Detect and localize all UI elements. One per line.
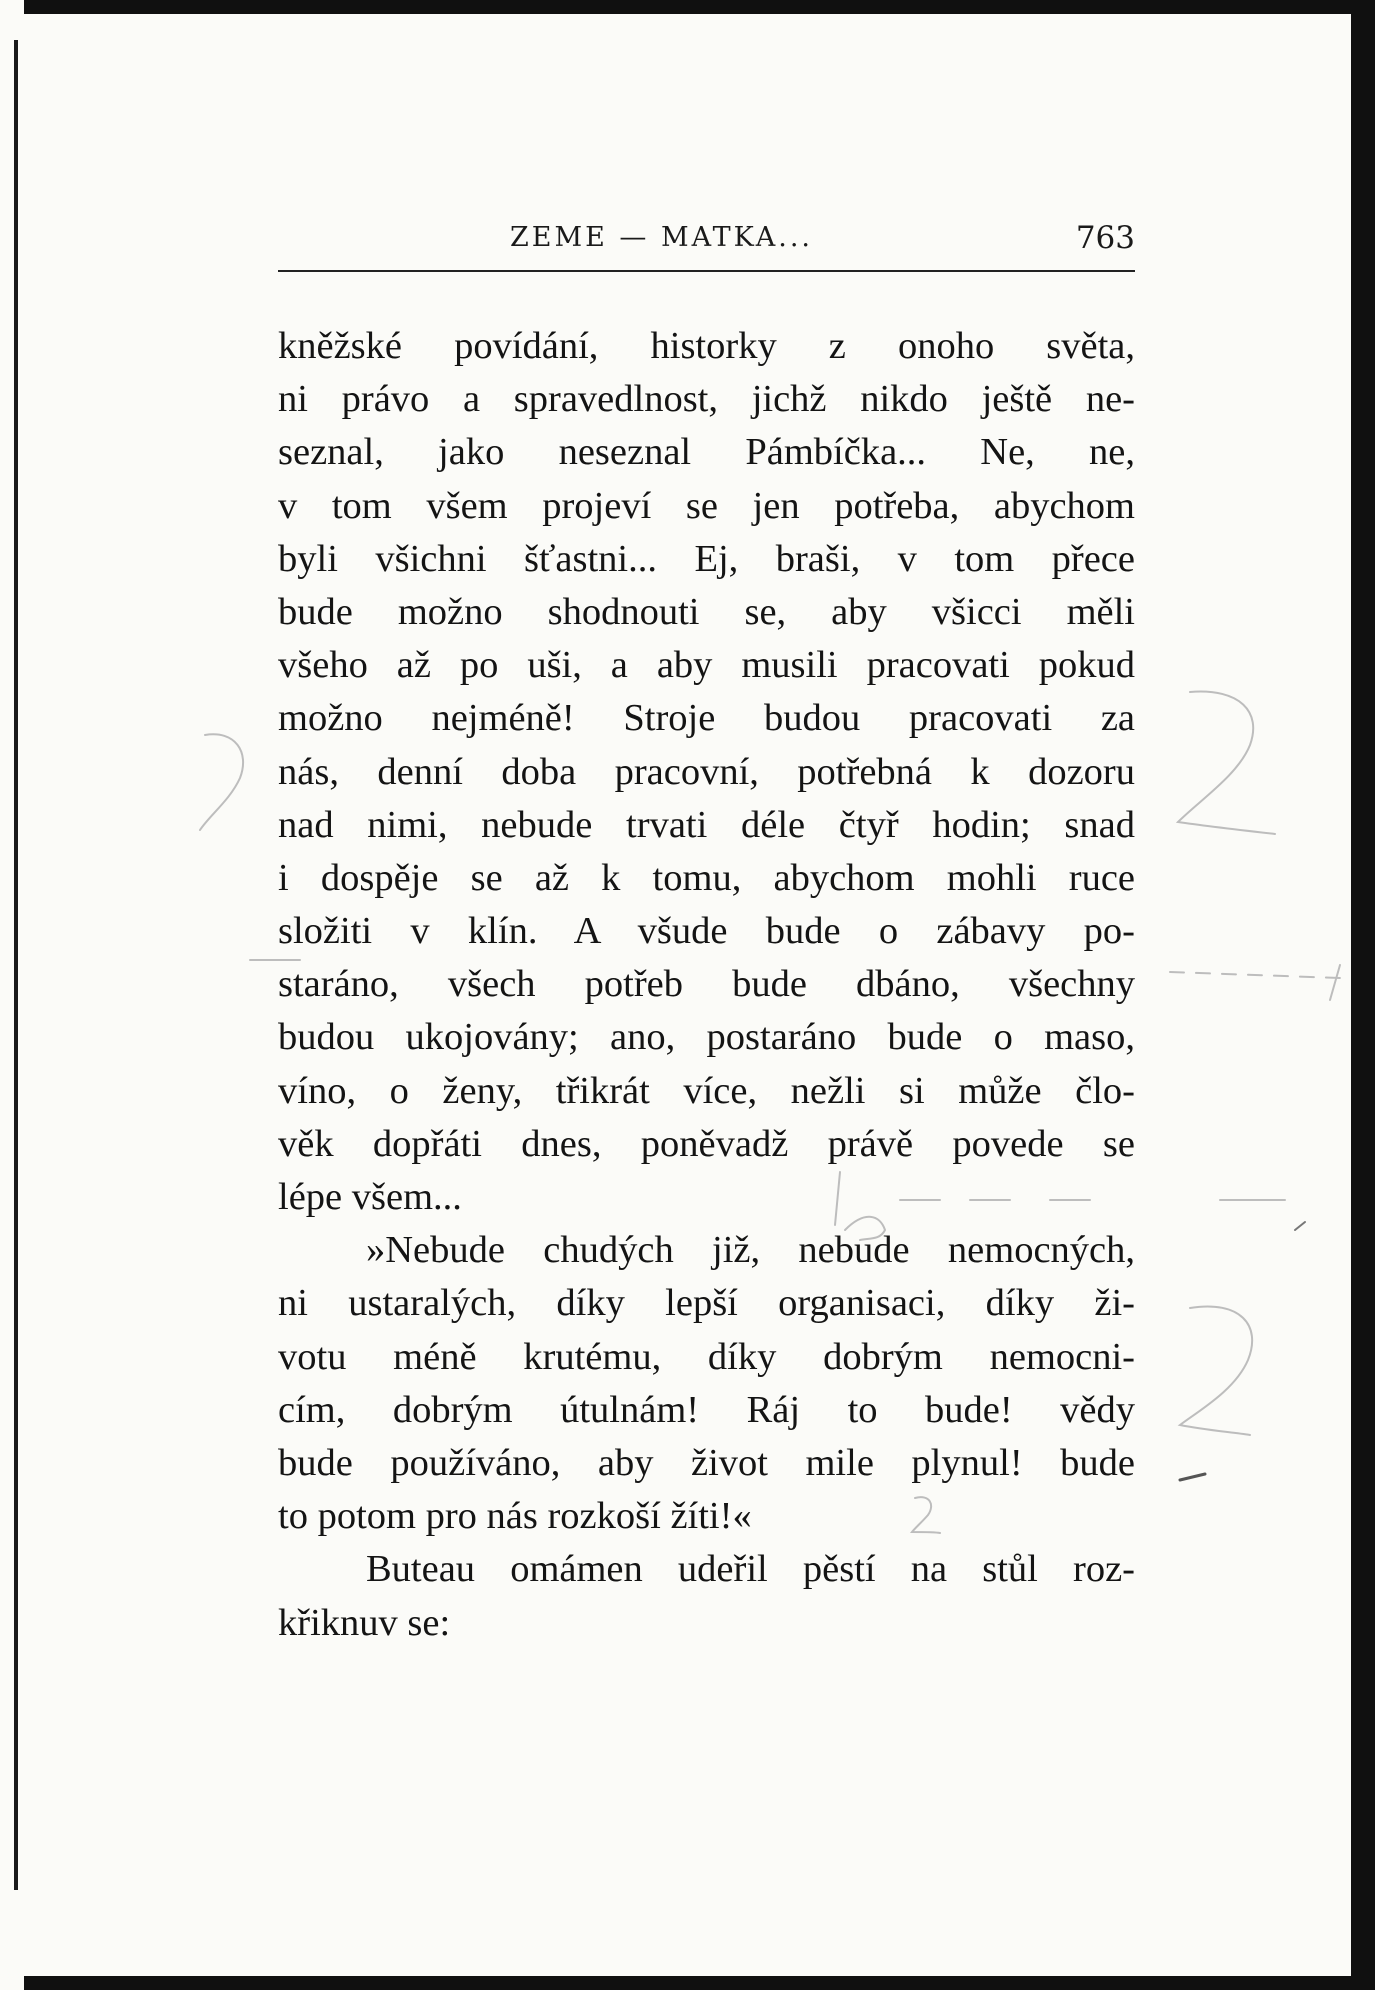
text-line: bude možno shodnouti se, aby všicci měli bbox=[278, 590, 1135, 633]
text-line: votu méně krutému, díky dobrým nemocni- bbox=[278, 1335, 1135, 1378]
text-line: kněžské povídání, historky z onoho světa, bbox=[278, 325, 1135, 367]
page-number: 763 bbox=[1075, 220, 1135, 256]
text-line: lépe všem... bbox=[278, 1176, 462, 1218]
text-line: staráno, všech potřeb bude dbáno, všechny bbox=[278, 963, 1135, 1006]
text-line: všeho až po uši, a aby musili pracovati pokud bbox=[278, 644, 1135, 687]
text-line: bude používáno, aby život mile plynul! bude bbox=[278, 1441, 1135, 1484]
text-line: seznal, jako neseznal Pámbíčka... Ne, ne, bbox=[278, 431, 1135, 474]
binding-edge bbox=[14, 40, 18, 1890]
text-line: Buteau omámen udeřil pěstí na stůl roz- bbox=[366, 1548, 1135, 1591]
text-line: budou ukojovány; ano, postaráno bude o maso, bbox=[278, 1016, 1135, 1059]
text-line: ni právo a spravedlnost, jichž nikdo ještě ne- bbox=[278, 378, 1135, 421]
text-line: věk dopřáti dnes, poněvadž právě povede se bbox=[278, 1122, 1135, 1165]
text-line: složiti v klín. A všude bude o zábavy po- bbox=[278, 910, 1135, 953]
text-line: nás, denní doba pracovní, potřebná k dozoru bbox=[278, 750, 1135, 793]
text-line: cím, dobrým útulnám! Ráj to bude! vědy bbox=[278, 1388, 1135, 1431]
text-line: křiknuv se: bbox=[278, 1601, 451, 1644]
text-line: víno, o ženy, třikrát více, nežli si může člo- bbox=[278, 1069, 1135, 1112]
page-left-margin bbox=[0, 0, 24, 1990]
text-line: nad nimi, nebude trvati déle čtyř hodin; snad bbox=[278, 803, 1135, 846]
text-line: ni ustaralých, díky lepší organisaci, díky ži- bbox=[278, 1282, 1135, 1325]
text-line: i dospěje se až k tomu, abychom mohli ruce bbox=[278, 856, 1135, 899]
text-line: v tom všem projeví se jen potřeba, abychom bbox=[278, 484, 1135, 527]
text-line: »Nebude chudých již, nebude nemocných, bbox=[366, 1229, 1135, 1272]
text-line: to potom pro nás rozkoší žíti!« bbox=[278, 1495, 752, 1538]
page-header bbox=[278, 218, 1135, 272]
running-title: ZEME — MATKA... bbox=[510, 222, 813, 253]
text-line: možno nejméně! Stroje budou pracovati za bbox=[278, 697, 1135, 740]
body-text bbox=[278, 320, 1135, 1650]
text-line: byli všichni šťastni... Ej, braši, v tom přece bbox=[278, 537, 1135, 580]
